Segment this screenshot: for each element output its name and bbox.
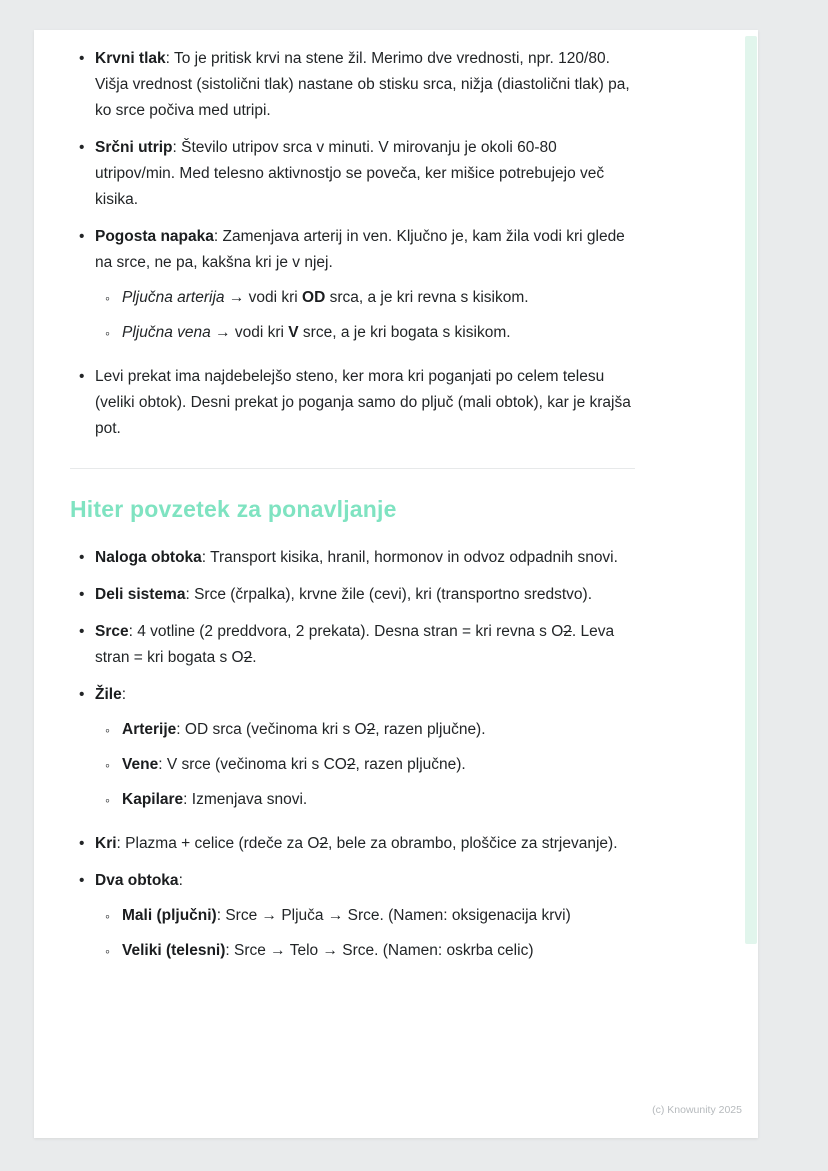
- text-segment: . Leva stran = kri bogata s O: [95, 623, 615, 666]
- text-segment: : 4 votline (2 preddvora, 2 prekata). Desna stran = kri revna s O: [128, 623, 564, 640]
- text-segment: Mali (pljučni): [122, 907, 217, 924]
- list-item: [95, 545, 636, 571]
- text-segment: Žile: [95, 686, 122, 703]
- text-segment: Deli sistema: [95, 586, 186, 603]
- sub-list: [95, 285, 636, 346]
- list-item: [95, 135, 636, 213]
- text-segment: : V srce (večinoma kri s CO: [158, 756, 347, 773]
- text-segment: OD: [302, 289, 326, 306]
- list-item: [95, 46, 636, 124]
- list-item: [95, 364, 636, 442]
- text-segment: : Srce → Pljuča → Srce. (Namen: oksigenacija krvi): [216, 907, 571, 924]
- list-item: [95, 224, 636, 346]
- sub-list: [95, 717, 636, 813]
- footer-credit: (c) Knowunity 2025: [652, 1104, 742, 1116]
- text-segment: 2: [346, 756, 356, 773]
- text-segment: : To je pritisk krvi na stene žil. Merimo dve vrednosti, npr. 120/80. Višja vrednost (sistolični tlak) nastane ob stisku srca, nižja (diastolični tlak) pa, ko srce počiva med utripi.: [95, 50, 630, 119]
- text-segment: Dva obtoka: [95, 872, 179, 889]
- text-segment: Levi prekat ima najdebelejšo steno, ker mora kri poganjati po celem telesu (veliki obtok). Desni prekat jo poganja samo do pljuč (mali obtok), kar je krajša pot.: [95, 368, 631, 437]
- sub-list-item: [122, 938, 636, 964]
- sub-list-item: [122, 903, 636, 929]
- text-segment: 2: [366, 721, 376, 738]
- text-segment: 2: [319, 835, 329, 852]
- text-segment: Pogosta napaka: [95, 228, 214, 245]
- summary-list: [70, 545, 636, 964]
- text-segment: :: [178, 872, 183, 889]
- text-segment: srce, a je kri bogata s kisikom.: [298, 324, 511, 341]
- list-item: [95, 682, 636, 813]
- text-segment: Kri: [95, 835, 117, 852]
- text-segment: Pljučna arterija: [122, 289, 225, 306]
- sub-list: [95, 903, 636, 964]
- notes-list: [70, 46, 636, 442]
- text-segment: srca, a je kri revna s kisikom.: [325, 289, 529, 306]
- text-segment: , razen pljučne).: [355, 756, 466, 773]
- list-item: [95, 619, 636, 671]
- sub-list-item: [122, 752, 636, 778]
- text-segment: : Srce → Telo → Srce. (Namen: oskrba celic): [225, 942, 534, 959]
- document-page: [34, 30, 758, 1138]
- text-segment: Vene: [122, 756, 159, 773]
- text-segment: , bele za obrambo, ploščice za strjevanje).: [328, 835, 618, 852]
- list-item: [95, 582, 636, 608]
- text-segment: 2: [563, 623, 572, 640]
- text-segment: → vodi kri: [210, 324, 289, 341]
- text-segment: : Plazma + celice (rdeče za O: [116, 835, 320, 852]
- text-segment: Krvni tlak: [95, 50, 166, 67]
- list-item: [95, 831, 636, 857]
- text-segment: : OD srca (večinoma kri s O: [176, 721, 367, 738]
- text-segment: : Transport kisika, hranil, hormonov in odvoz odpadnih snovi.: [201, 549, 618, 566]
- text-segment: :: [121, 686, 127, 703]
- sub-list-item: [122, 285, 636, 311]
- text-segment: , razen pljučne).: [375, 721, 486, 738]
- text-segment: Srčni utrip: [95, 139, 173, 156]
- text-segment: Veliki (telesni): [122, 942, 226, 959]
- text-segment: : Število utripov srca v minuti. V mirovanju je okoli 60-80 utripov/min. Med telesno aktivnostjo se poveča, ker mišice potrebujejo več kisika.: [95, 139, 605, 208]
- text-segment: Arterije: [122, 721, 177, 738]
- page-content: [70, 46, 636, 982]
- sub-list-item: [122, 717, 636, 743]
- text-segment: Naloga obtoka: [95, 549, 202, 566]
- text-segment: 2: [243, 649, 253, 666]
- sub-list-item: [122, 787, 636, 813]
- text-segment: .: [252, 649, 257, 666]
- text-segment: : Srce (črpalka), krvne žile (cevi), kri (transportno sredstvo).: [185, 586, 593, 603]
- text-segment: Kapilare: [122, 791, 184, 808]
- text-segment: : Izmenjava snovi.: [183, 791, 308, 808]
- list-item: [95, 868, 636, 964]
- text-segment: Pljučna vena: [122, 324, 211, 341]
- section-heading: Hiter povzetek za ponavljanje: [70, 496, 397, 522]
- section-divider: [70, 468, 635, 469]
- sub-list-item: [122, 320, 636, 346]
- text-segment: → vodi kri: [224, 289, 303, 306]
- text-segment: V: [288, 324, 299, 341]
- text-segment: Srce: [95, 623, 129, 640]
- accent-strip: [745, 36, 757, 944]
- text-segment: : Zamenjava arterij in ven. Ključno je, kam žila vodi kri glede na srce, ne pa, kakšna kri je v njej.: [95, 228, 625, 271]
